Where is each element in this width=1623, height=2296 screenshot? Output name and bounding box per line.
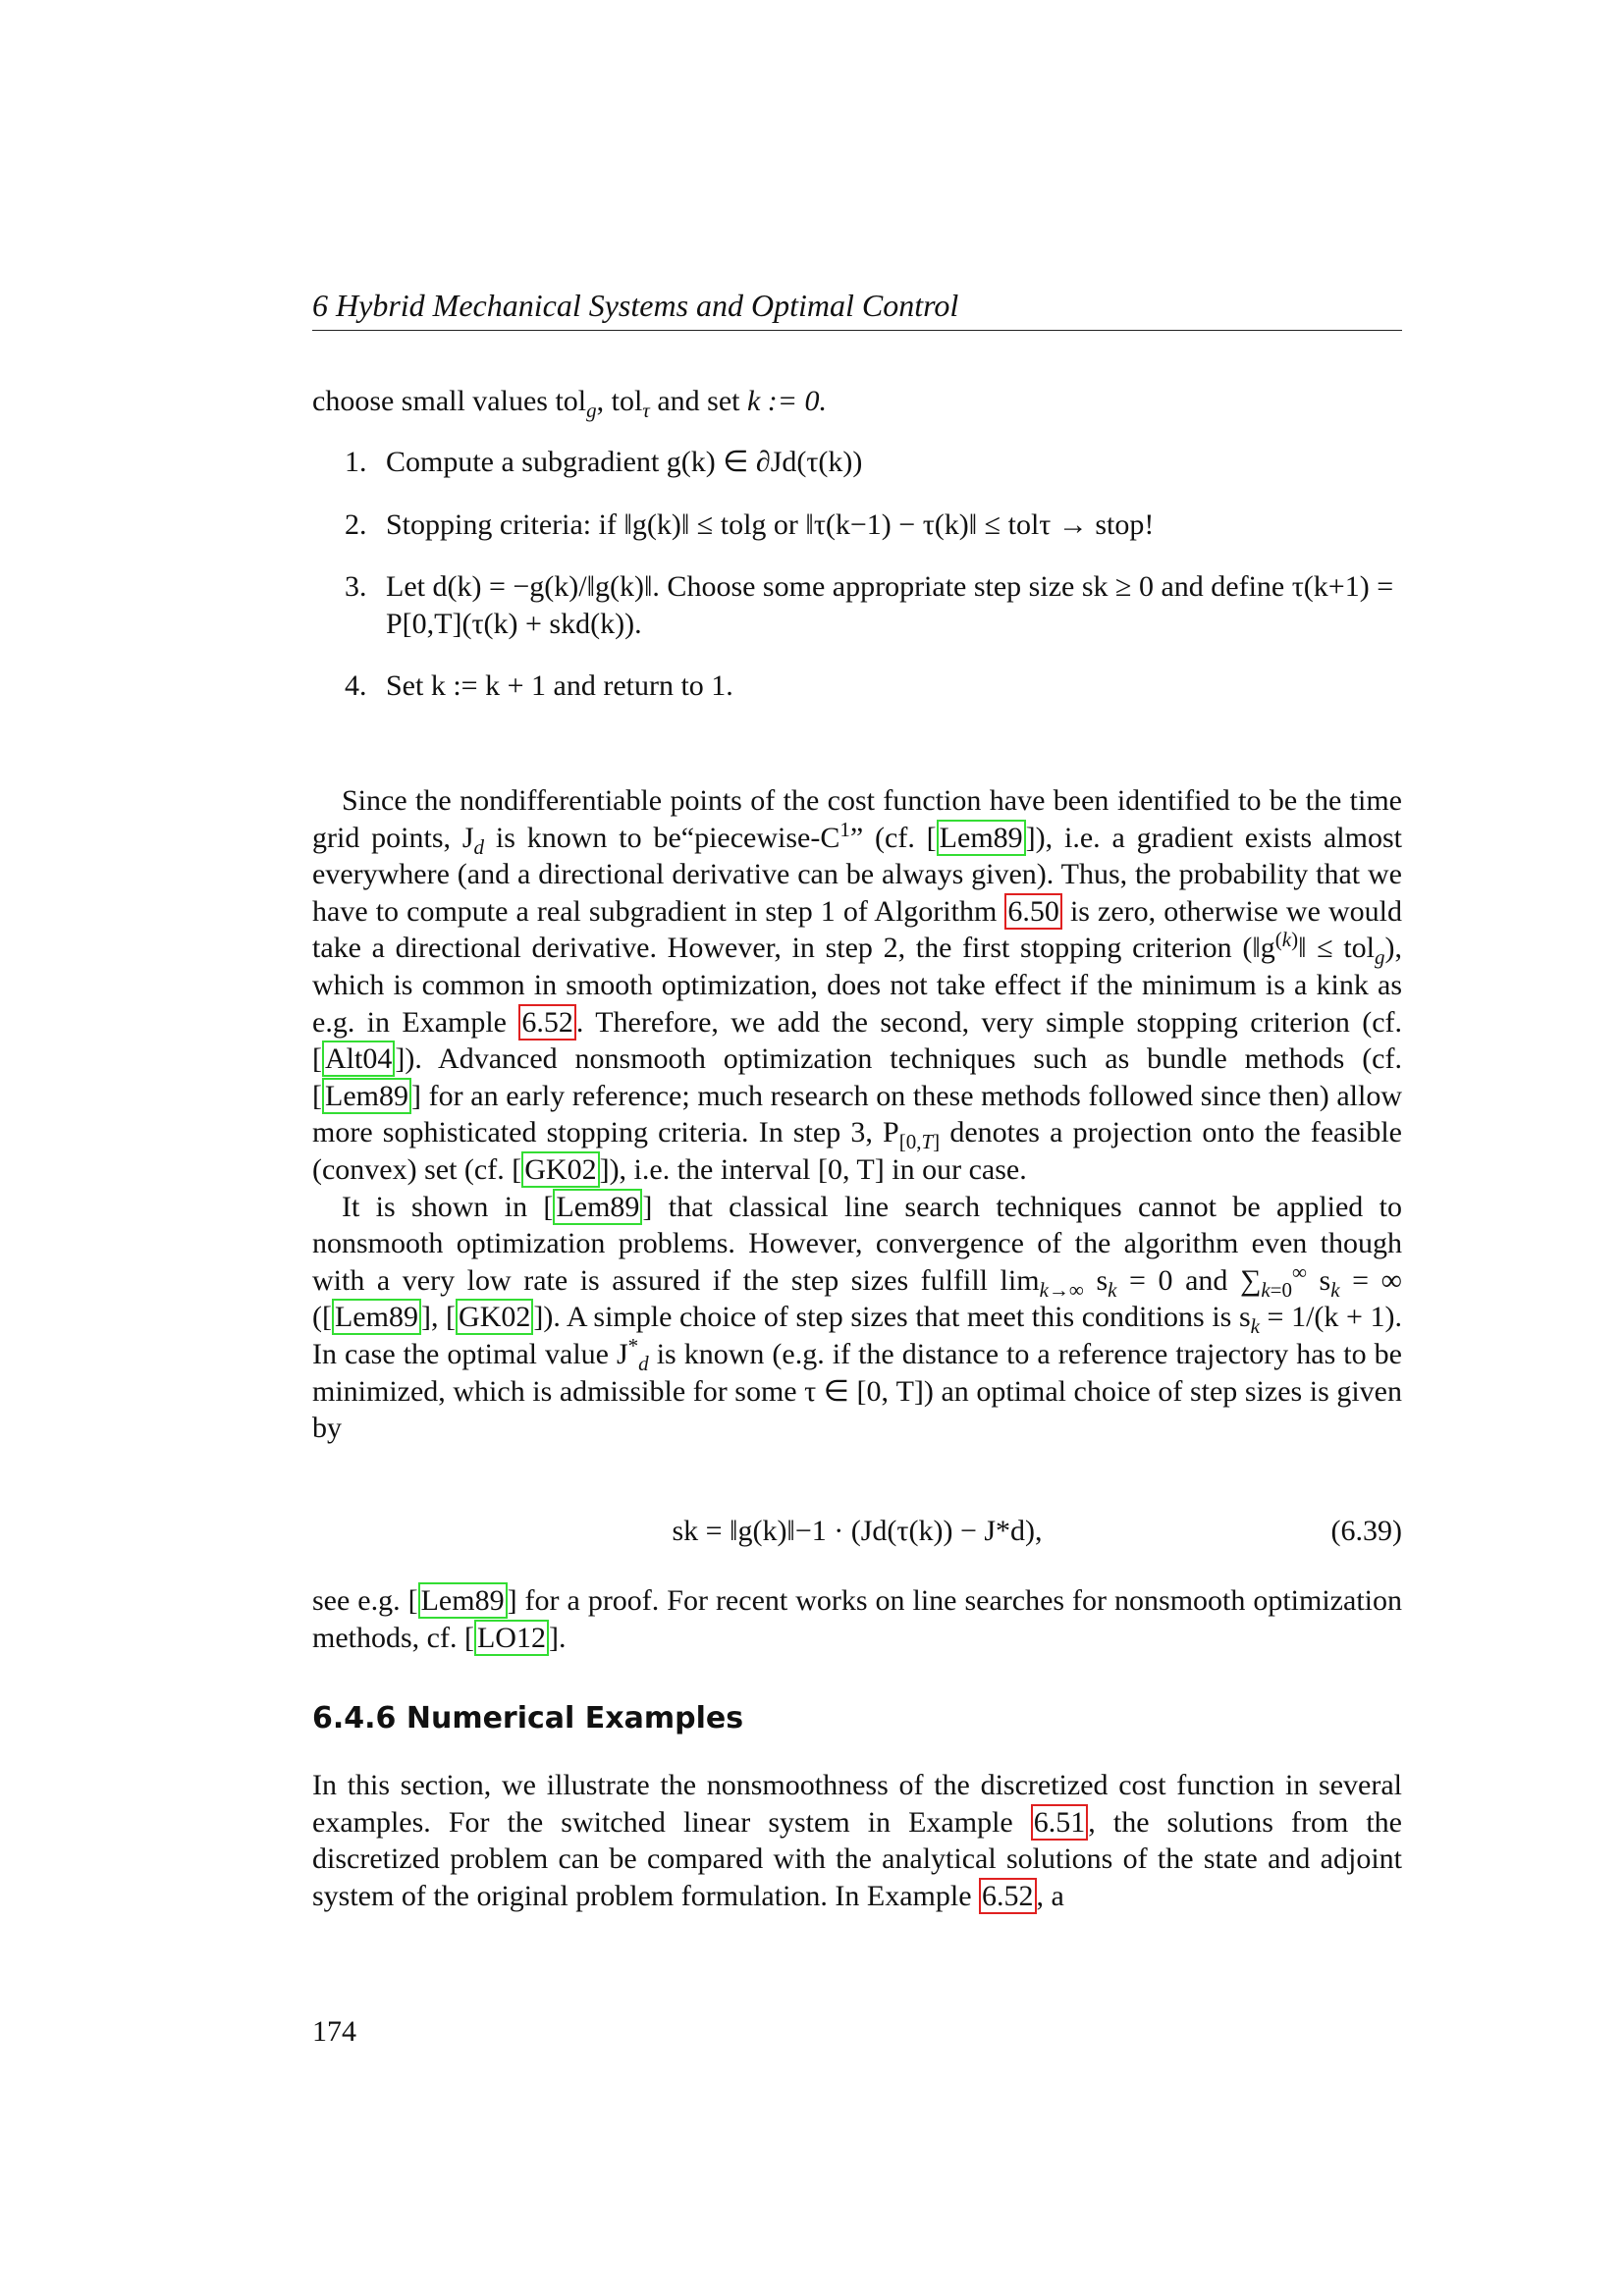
running-head: 6 Hybrid Mechanical Systems and Optimal Control (312, 288, 959, 323)
text-run: ] for an early reference; much research on these methods followed since then) allow more sophisticated stopping criteria. In step 3, P (312, 1079, 1402, 1149)
citation-link[interactable]: Lem89 (322, 1078, 411, 1114)
step-number: 2. (345, 507, 367, 541)
step-text: Stopping criteria: if ‖g(k)‖ ≤ tolg or ‖τ(k−1) − τ(k)‖ ≤ tolτ → stop! (386, 507, 1155, 541)
step-text: Set k := k + 1 and return to 1. (386, 669, 733, 703)
paragraph-after-equation (312, 1582, 1402, 1656)
text-run: = 0 and ∑ (1116, 1263, 1262, 1297)
text-run: ], [ (420, 1301, 457, 1334)
citation-link[interactable]: Alt04 (322, 1041, 395, 1077)
algorithm-step (312, 667, 1402, 705)
text-run: = 1/(k + 1). In case the optimal value J (312, 1301, 1402, 1370)
equation-6-39 (312, 1512, 1402, 1551)
example-ref-link[interactable]: 6.52 (979, 1878, 1037, 1914)
intro-text: choose small values tol (312, 385, 587, 417)
text-run: ] for a proof. For recent works on line searches for nonsmooth optimization methods, cf. [ (312, 1584, 1402, 1654)
citation-link[interactable]: GK02 (521, 1151, 599, 1188)
text-run: , a (1036, 1879, 1064, 1912)
text-run: ]. (548, 1621, 567, 1654)
text-run: ] that classical line search techniques cannot be applied to nonsmooth optimization problems. However, convergence of the algorithm even though with a very low rate is assured if the step sizes fulfill lim (312, 1190, 1402, 1297)
paragraph-text: It is shown in [ Lem89 ] that classical line search techniques cannot be applied to nonsmooth optimization problems. However, convergence of the algorithm even though with a very low rate is assured if the step sizes fulfill $\lim_{k\to\infty} s_k = 0$ and $\sum_{k=0}^\infty$ $s_k$ = ∞ ([ Lem89 ], [ GK02 ]). A simple choice of step sizes that meet this conditions is $s_k = 1/(k + 1)$. In case the optimal value $J^*_d$ is known (e.g. if the distance to a reference trajectory has to be minimized, which is admissible for some τ ∈ [0, T]) an optimal choice of step sizes is given by (312, 1190, 1403, 1445)
example-ref-link[interactable]: 6.52 (518, 1004, 576, 1041)
step-text: Compute a subgradient g(k) ∈ ∂Jd(τ(k)) (386, 446, 863, 478)
text-run: see e.g. [ (312, 1584, 418, 1617)
text-run: is known (e.g. if the distance to a reference trajectory has to be minimized, which is admissible for some τ ∈ [0, T]) an optimal choice of step sizes is given by (312, 1337, 1402, 1445)
header-rule (312, 330, 1402, 331)
text-run: ]), i.e. the interval [0, T] in our case. (599, 1152, 1027, 1186)
paragraph-text: Since the nondifferentiable points of the cost function have been identified to be the time grid points, $J_d$ is known to $be“piecewise-C^1$” (cf. [ Lem89 ]), i.e. a gradient exists almost everywhere (and a directional derivative can be always given). Thus, the probability that we have to compute a real subgradient in step 1 of Algorithm 6.50 is zero, otherwise we would take a directional derivative. However, in step 2, the first stopping criterion $(‖g^{(k)}‖ \le tol_g)$, which is common in smooth optimization, does not take effect if the minimum is a kink as e.g. in Example 6.52 . Therefore, we add the second, very simple stopping criterion (cf. [ Alt04 ]). Advanced nonsmooth optimization techniques such as bundle methods (cf. [ Lem89 ] for an early reference; much research on these methods followed since then) allow more sophisticated stopping criteria. In step 3, $P_{[0,T]}$ denotes a projection onto the feasible (convex) set (cf. [ GK02 ]), i.e. the interval [0, T] in our case. (312, 784, 1403, 1186)
step-number: 3. (345, 570, 367, 604)
intro-and-set: and set (649, 385, 747, 417)
intro-sub-g: g (586, 399, 597, 422)
algorithm-step (312, 568, 1402, 642)
text-run: Since the nondifferentiable points of the cost function have been identified to be the time grid points, J (312, 784, 1402, 854)
equation-number: (6.39) (1330, 1515, 1402, 1547)
text-run: denotes a projection onto the feasible (convex) set (cf. [ (312, 1116, 1402, 1186)
text-run: s (1307, 1263, 1331, 1297)
text-run: = ∞ ([ (312, 1263, 1403, 1334)
algorithm-steps (312, 444, 1402, 730)
intro-line: choose small values tol$_g$, tol$_\tau$ and set k := 0. (312, 385, 828, 422)
section-heading: 6.4.6 Numerical Examples (312, 1701, 744, 1735)
step-text: Let d(k) = −g(k)/‖g(k)‖. Choose some appropriate step size sk ≥ 0 and define τ(k+1) = P[0,T](τ(k) + skd(k)). (386, 570, 1394, 640)
example-ref-link[interactable]: 6.51 (1031, 1804, 1089, 1841)
citation-link[interactable]: LO12 (474, 1620, 549, 1656)
paragraph-nondifferentiable (312, 782, 1402, 1447)
text-run: ), which is common in smooth optimization, does not take effect if the minimum is a kink as e.g. in Example (312, 932, 1403, 1039)
text-run: , the solutions from the discretized problem can be compared with the analytical solutions of the state and adjoint system of the original problem formulation. In Example (312, 1805, 1402, 1912)
text-run: s (1083, 1263, 1109, 1297)
text-run: It is shown in [ (342, 1190, 554, 1223)
algorithm-ref-link[interactable]: 6.50 (1004, 893, 1062, 930)
algorithm-step (312, 444, 1402, 481)
citation-link[interactable]: Lem89 (332, 1299, 421, 1335)
equation-body: sk = ‖g(k)‖−1 · (Jd(τ(k)) − J*d), (672, 1515, 1043, 1547)
text-run: . Therefore, we add the second, very simple stopping criterion (cf. [ (312, 1005, 1403, 1076)
text-run: ]). Advanced nonsmooth optimization techniques such as bundle methods (cf. [ (312, 1042, 1402, 1112)
text-run: ]), i.e. a gradient exists almost everywhere (and a directional derivative can be always given). Thus, the probability that we have to compute a real subgradient in step 1 of Algorithm (312, 821, 1402, 928)
citation-link[interactable]: Lem89 (418, 1582, 508, 1619)
step-number: 1. (345, 446, 367, 478)
text-run: ]). A simple choice of step sizes that meet this conditions is s (533, 1301, 1251, 1334)
page-number: 174 (312, 2015, 356, 2048)
intro-assign: k := 0. (746, 385, 828, 417)
text-run: is zero, otherwise we would take a directional derivative. However, in step 2, the first stopping criterion (‖g (312, 894, 1402, 965)
text-run: is known to be“piecewise-C (484, 821, 840, 854)
citation-link[interactable]: GK02 (456, 1299, 533, 1335)
text-run: ” (cf. [ (849, 821, 937, 854)
paragraph-numerical-examples (312, 1767, 1402, 1914)
step-number: 4. (345, 669, 367, 703)
algorithm-step (312, 507, 1402, 544)
text-run: ‖ ≤ tol (1298, 932, 1376, 965)
intro-sub-tau: τ (642, 399, 650, 422)
text-run: In this section, we illustrate the nonsmoothness of the discretized cost function in several examples. For the switched linear system in Example (312, 1769, 1402, 1839)
citation-link[interactable]: Lem89 (937, 820, 1026, 856)
citation-link[interactable]: Lem89 (553, 1189, 642, 1225)
